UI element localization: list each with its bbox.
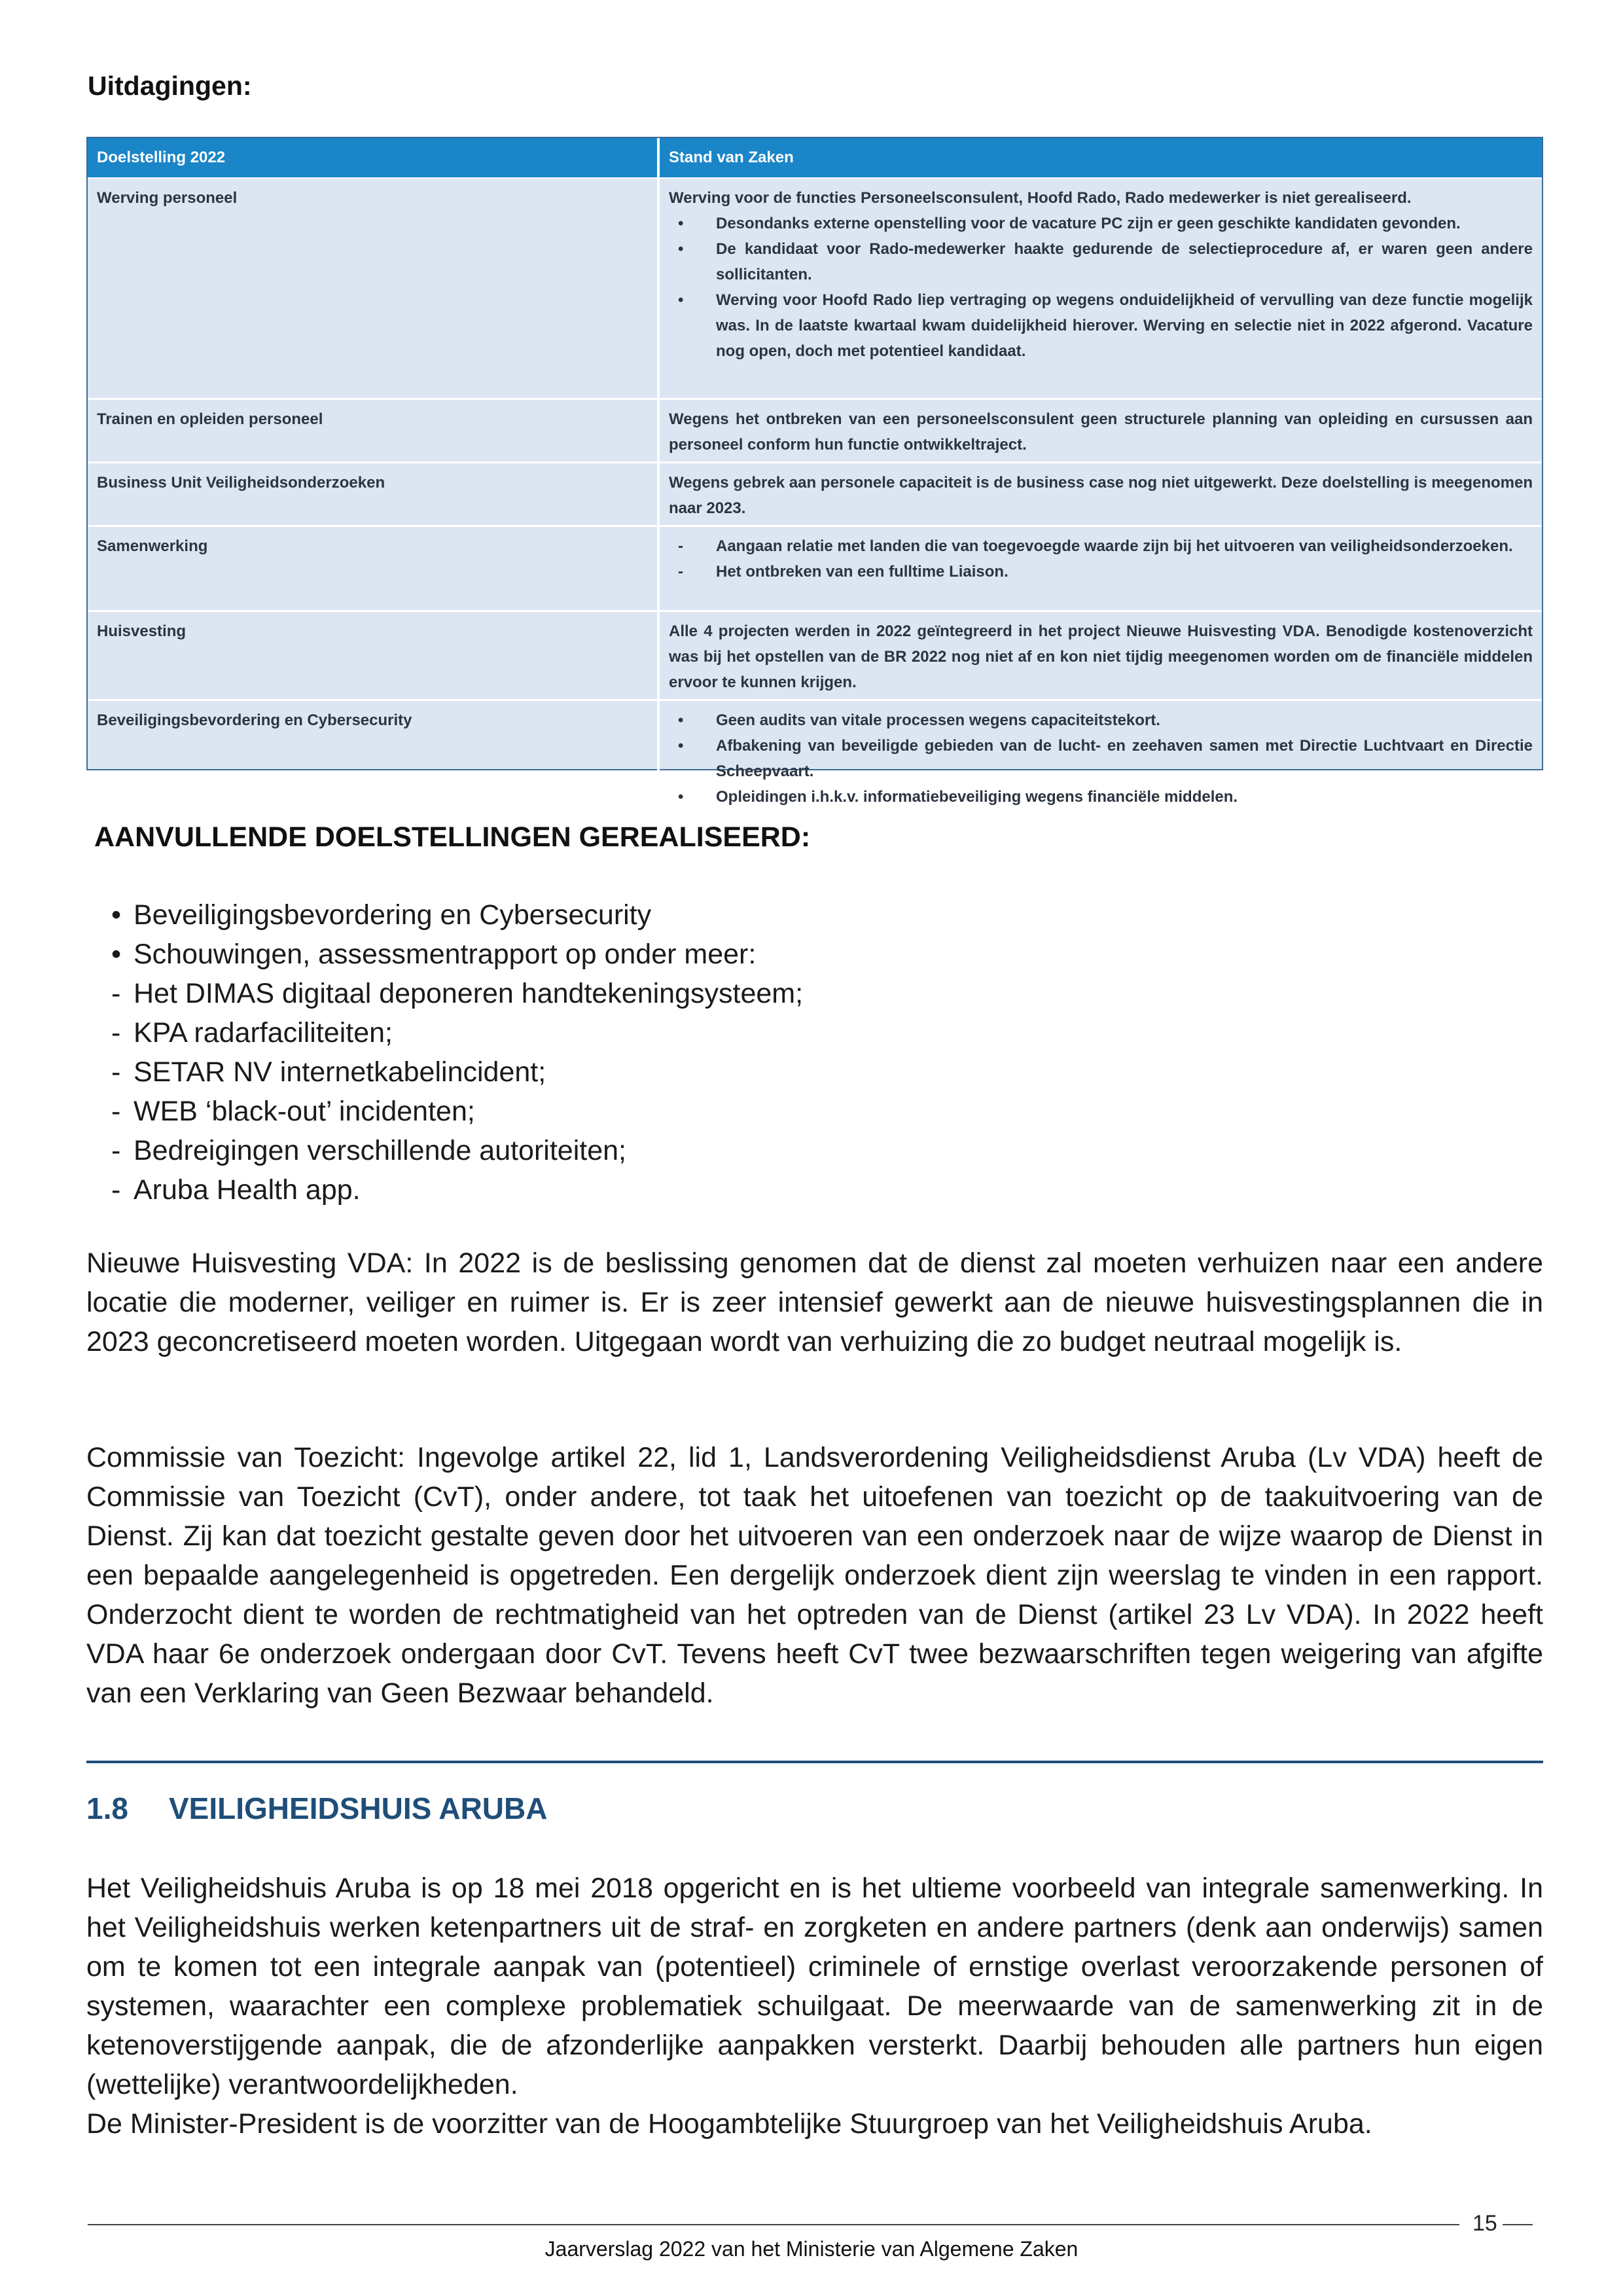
table-row [88,400,1542,463]
status-bullet: • Afbakening van beveiligde gebieden van de lucht- en zeehaven samen met Directie Luchtvaart en Directie Scheepvaart. [678,737,1533,780]
page-number-dash [1503,2224,1533,2225]
header-goal: Doelstelling 2022 [88,138,660,179]
row-status: Wegens het ontbreken van een personeelsconsulent geen structurele planning van opleiding en cursussen aan personeel conform hun functie ontwikkeltraject. [660,400,1542,463]
row-status: Alle 4 projecten werden in 2022 geïntegreerd in het project Nieuwe Huisvesting VDA. Benodigde kostenoverzicht was bij het opstellen van de BR 2022 nog niet af en kon niet tijdig meegenomen worden om de financiële middelen ervoor te kunnen krijgen. [660,612,1542,701]
status-bullet: • Geen audits van vitale processen wegens capaciteitstekort. [678,711,1160,729]
footer-text: Jaarverslag 2022 van het Ministerie van Algemene Zaken [544,2237,1079,2261]
table-header-row [88,138,1542,179]
table-row [88,179,1542,400]
list-item: - KPA radarfaciliteiten; [111,1017,393,1049]
table-row [88,701,1542,814]
row-status: Wegens gebrek aan personele capaciteit is de business case nog niet uitgewerkt. Deze doelstelling is meegenomen naar 2023. [660,463,1542,527]
table-row [88,463,1542,527]
list-item: • Beveiligingsbevordering en Cybersecurity [111,899,652,931]
footer-divider [88,2224,1459,2225]
section-title: VEILIGHEIDSHUIS ARUBA [169,1791,548,1825]
additional-goals-title: AANVULLENDE DOELSTELLINGEN GEREALISEERD: [94,821,811,853]
additional-goals-list [107,895,803,1210]
status-bullet: - Het ontbreken van een fulltime Liaison. [678,563,1008,581]
status-bullet: • Opleidingen i.h.k.v. informatiebeveiliging wegens financiële middelen. [678,788,1238,806]
list-item: - Bedreigingen verschillende autoriteiten; [111,1135,626,1166]
status-bullet: • De kandidaat voor Rado-medewerker haakte gedurende de selectieprocedure af, er waren geen andere sollicitanten. [678,240,1533,283]
status-intro: Werving voor de functies Personeelsconsulent, Hoofd Rado, Rado medewerker is niet gerealiseerd. [669,189,1412,207]
housing-paragraph: Nieuwe Huisvesting VDA: In 2022 is de beslissing genomen dat de dienst zal moeten verhuizen naar een andere locatie die moderner, veiliger en ruimer is. Er is zeer intensief gewerkt aan de nieuwe huisvestingsplannen die in 2023 geconcretiseerd moeten worden. Uitgegaan wordt van verhuizing die zo budget neutraal mogelijk is. [86,1247,1543,1357]
row-goal: Business Unit Veiligheidsonderzoeken [88,463,660,527]
list-item: - Het DIMAS digitaal deponeren handtekeningsysteem; [111,978,804,1009]
list-item: - WEB ‘black-out’ incidenten; [111,1096,475,1127]
status-bullet: - Aangaan relatie met landen die van toegevoegde waarde zijn bij het uitvoeren van veiligheidsonderzoeken. [678,537,1513,555]
row-goal: Trainen en opleiden personeel [88,400,660,463]
challenges-table [86,137,1543,806]
status-bullet: • Werving voor Hoofd Rado liep vertraging op wegens onduidelijkheid of vervulling van deze functie mogelijk was. In de laatste kwartaal kwam duidelijkheid hierover. Werving en selectie niet in 2022 afgerond. Vacature nog open, doch met potentieel kandidaat. [678,291,1533,360]
section-body-paragraph: Het Veiligheidshuis Aruba is op 18 mei 2018 opgericht en is het ultieme voorbeeld van integrale samenwerking. In het Veiligheidshuis werken ketenpartners uit de straf- en zorgketen en andere partners (denk aan onderwijs) samen om te komen tot een integrale aanpak van (potentieel) criminele of ernstige overlast veroorzakende personen of systemen, waarachter een complexe problematiek schuilgaat. De meerwaarde van de samenwerking zit in de ketenoverstijgende aanpak, die de afzonderlijke aanpakken versterkt. Daarbij behouden alle partners hun eigen (wettelijke) verantwoordelijkheden. [86,1873,1543,2100]
challenges-title: Uitdagingen: [88,71,252,101]
list-item: - SETAR NV internetkabelincident; [111,1056,546,1088]
row-goal: Huisvesting [88,612,660,701]
section-closing-paragraph: De Minister-President is de voorzitter van de Hoogambtelijke Stuurgroep van het Veiligheidshuis Aruba. [86,2108,1372,2140]
row-status [660,179,1542,400]
row-status [660,527,1542,612]
row-status [660,701,1542,814]
row-goal: Samenwerking [88,527,660,612]
page-number: 15 [1472,2211,1497,2236]
challenges-table-grid [88,138,1542,814]
header-status: Stand van Zaken [660,138,1542,179]
commission-paragraph: Commissie van Toezicht: Ingevolge artikel 22, lid 1, Landsverordening Veiligheidsdienst Aruba (Lv VDA) heeft de Commissie van Toezicht (CvT), onder andere, tot taak het uitoefenen van toezicht op de taakuitvoering van de Dienst. Zij kan dat toezicht gestalte geven door het uitvoeren van een onderzoek naar de wijze waarop de Dienst in een bepaalde aangelegenheid is opgetreden. Een dergelijk onderzoek dient zijn weerslag te vinden in een rapport. Onderzocht dient te worden de rechtmatigheid van het optreden van de Dienst (artikel 23 Lv VDA). In 2022 heeft VDA haar 6e onderzoek ondergaan door CvT. Tevens heeft CvT twee bezwaarschriften tegen weigering van afgifte van een Verklaring van Geen Bezwaar behandeld. [86,1442,1543,1709]
list-item: - Aruba Health app. [111,1174,361,1206]
status-bullet: • Desondanks externe openstelling voor de vacature PC zijn er geen geschikte kandidaten gevonden. [678,215,1461,232]
table-row [88,612,1542,701]
list-item: • Schouwingen, assessmentrapport op onder meer: [111,939,757,970]
table-row [88,527,1542,612]
row-goal: Werving personeel [88,179,660,400]
section-number: 1.8 [86,1791,128,1825]
section-divider [86,1761,1543,1763]
row-goal: Beveiligingsbevordering en Cybersecurity [88,701,660,814]
